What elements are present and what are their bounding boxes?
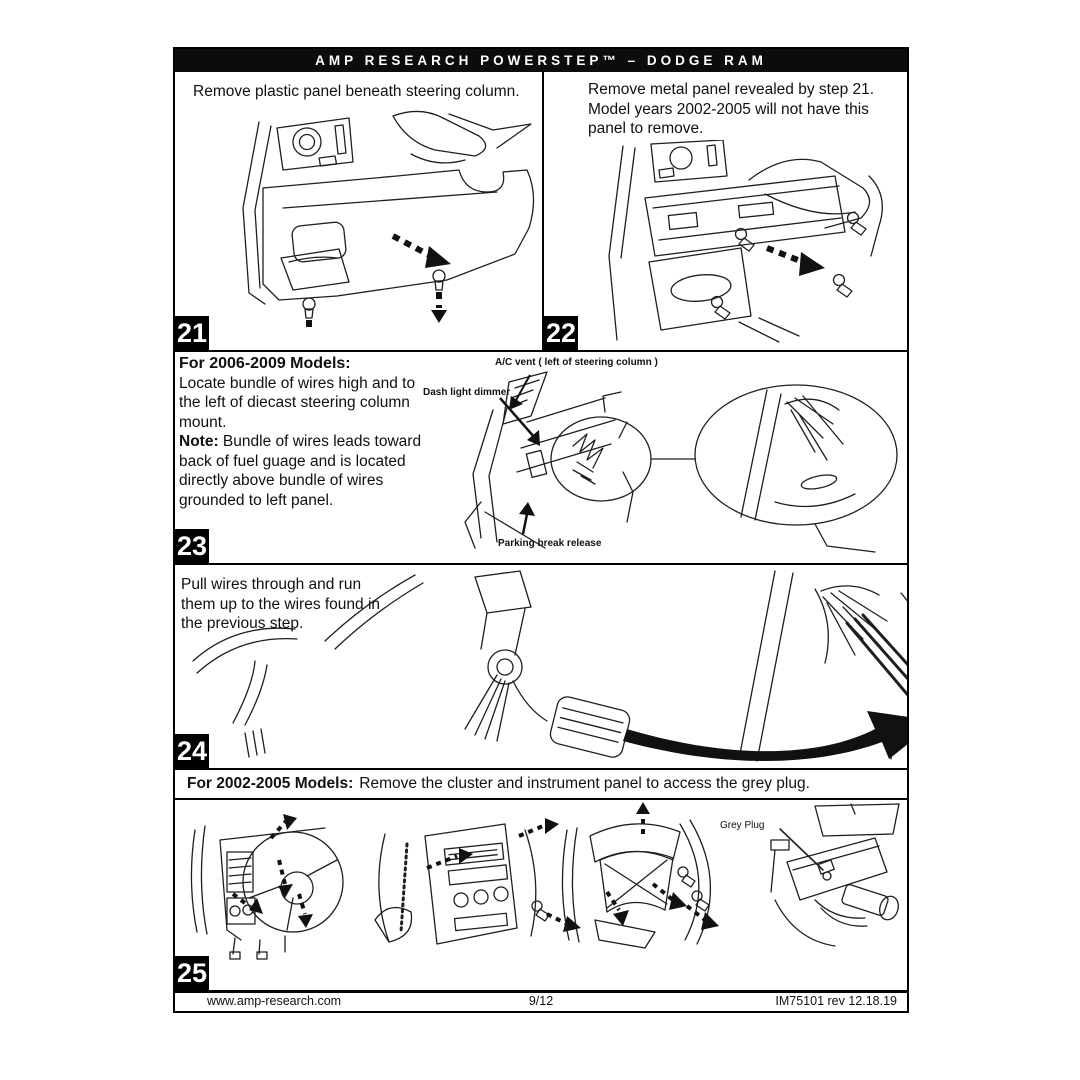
step-number-badge: 24	[175, 734, 209, 768]
bolt-icon	[303, 298, 315, 318]
page-title: AMP RESEARCH POWERSTEP™ – DODGE RAM	[315, 53, 767, 68]
bolt-icon	[433, 270, 445, 290]
step-24-diagram	[175, 565, 907, 768]
step-23-heading: For 2006-2009 Models:	[179, 355, 351, 372]
ac-vent-label: A/C vent ( left of steering column )	[495, 357, 658, 368]
step25-thumbnail-4	[771, 804, 901, 946]
dashed-arrow-icon	[767, 248, 825, 276]
section-step-25	[175, 770, 907, 993]
footer-bar	[175, 993, 907, 1010]
step25-thumbnail-2	[375, 824, 549, 944]
header-bar	[175, 49, 907, 72]
section-step-23	[175, 352, 907, 565]
dashed-arrow-icon	[431, 292, 447, 323]
panel-line-art	[609, 140, 882, 342]
dashed-arrow-icon	[301, 320, 317, 328]
footer-website: www.amp-research.com	[207, 994, 342, 1008]
step-number-badge: 25	[175, 956, 209, 990]
step-23-diagram	[175, 352, 907, 563]
parking-release-label: Parking break release	[498, 538, 602, 549]
footer-doc-ref: IM75101 rev 12.18.19	[775, 994, 897, 1008]
step-number-badge: 22	[544, 316, 578, 350]
dashed-arrow-icon	[393, 236, 451, 268]
bolt-icon	[712, 297, 731, 320]
step-24-caption: Pull wires through and run them up to the wires found in the previous step.	[181, 576, 381, 632]
step25-thumbnail-1	[191, 826, 343, 959]
step-25-diagrams	[175, 802, 907, 960]
step-21-caption: Remove plastic panel beneath steering column.	[193, 83, 520, 100]
step-23-body: Locate bundle of wires high and to the left of diecast steering column mount.	[179, 374, 416, 431]
pedal-line-art	[193, 571, 907, 761]
step-21-diagram	[197, 108, 562, 328]
label-arrow-icon	[519, 502, 535, 534]
step-21-panel	[175, 72, 544, 350]
step-25-heading: For 2002-2005 Models:	[187, 775, 354, 792]
step-23-note-label: Note:	[179, 433, 219, 450]
step-number-badge: 23	[175, 529, 209, 563]
bolt-icon	[678, 867, 695, 887]
step-22-caption: Remove metal panel revealed by step 21. Model years 2002-2005 will not have this panel to remove.	[588, 81, 875, 137]
footer-page-number: 9/12	[528, 994, 554, 1008]
step-23-note-text: Bundle of wires leads toward back of fuel guage and is located directly above bundle of wires grounded to left panel.	[179, 433, 422, 509]
bolt-icon	[692, 891, 709, 911]
dash-crosssection-line-art	[465, 372, 897, 552]
dashed-arrow-icon	[607, 802, 719, 930]
panel-line-art	[243, 111, 534, 318]
dashed-arrow-icon	[427, 818, 581, 932]
step-25-caption	[175, 770, 907, 800]
grey-plug-label: Grey Plug	[720, 820, 765, 831]
document-frame	[173, 47, 909, 1013]
step-22-panel	[544, 72, 907, 350]
bolt-icon	[834, 275, 853, 298]
step25-thumbnail-3	[562, 820, 710, 948]
bolt-icon	[736, 229, 755, 252]
section-step-24	[175, 565, 907, 770]
step-number-badge: 21	[175, 316, 209, 350]
dash-dimmer-label: Dash light dimmer	[423, 387, 511, 398]
section-steps-21-22	[175, 72, 907, 352]
step-25-caption-text: Remove the cluster and instrument panel to access the grey plug.	[359, 775, 810, 792]
step-22-diagram	[589, 140, 919, 350]
